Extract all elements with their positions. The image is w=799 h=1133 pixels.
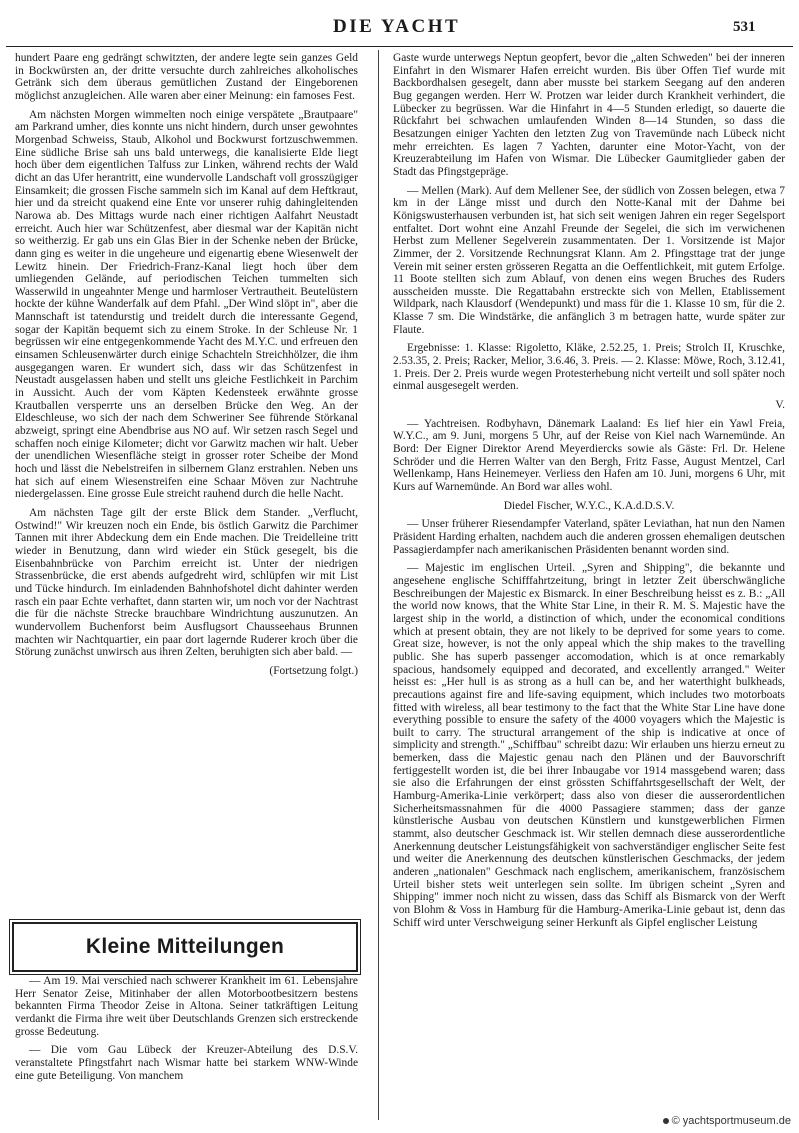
journal-title: DIE YACHT: [333, 16, 461, 37]
section-heading: Kleine Mitteilungen: [85, 935, 285, 958]
signature: V.: [775, 399, 785, 412]
copyright-icon: [663, 1118, 669, 1124]
watermark: [663, 1115, 791, 1127]
page-number: 531: [733, 19, 756, 35]
paragraph: — Majestic im englischen Urteil. „Syren and Shipping", die bekannte und angesehene englische Schifffahrtzeitung, bringt in letzter Zeit überschwängliche Beschreibungen der Majestic ex Bismarck. In einer Beschreibung heisst es z. B.: „All the world now knows, that the White Star Line, in their R. M. S. Majestic have the largest ship in the world, a distinction of which, under the economical conditions which at present obtain, they are not likely to be deprived for some years to come. Great size, however, is not the only appeal which the ship makes to the travelling public. She has superb passenger accomodation, which is at once remarkably spacious, handsomely equipped and decorated, and excellently arranged." Weiter heisst es: „Her hull is as strong as a hull can be, and her waterthight bulkheads, precautions against fire and life-saving equipment, which includes two motorboats fitted with wireless, all bear testimony to the fact that the White Star Line have done everything possible to ensure the safety of the 4000 voyagers which the Majestic is built to carry. The structural arrangement of the ship is indicative at once of simplicity and strength." „Schiffbau" schreibt dazu: Wir erlauben uns hierzu erneut zu bemerken, dass die Majestic genau nach den Plänen und der Bauvorschrift fertiggestellt worden ist, die bei ihrer Inbaugabe vor 1914 massgebend waren; dass sie also die Erfahrungen der einst grössten Schiffahrtsgesellschaft der Welt, der Hamburg-Amerika-Linie verkörpert; dass also von dieser die ausserordentlichen Sicherheitsmassnahmen für die 4000 Passagiere stammen; dass der ganze künstlerische Ausbau von deutschen Künstlern und kunstgewerblichen Firmen stammt, also deutscher Geschmack ist. Wir stellen demnach diese ausserordentliche Anerkennung deutscher Leistungsfähigkeit von sachverständiger englischer Seite fest und weiter die Anerkennung des deutschen künstlerischen Geschmacks, der jedem anderen „nationalen" Geschmack nach englischem, amerikanischem, französischem Urteil bisher stets weit unterlegen sein sollte. Im übrigen scheint „Syren and Shipping" immer noch nicht zu wissen, dass das Schiff als Bismarck von der Werft von Blohm & Voss in Hamburg für die Hamburg-Amerika-Linie gebaut ist, denn das Schiff wird unter Verschweigung seiner Herkunft als Gipfel englischer Leistung: [393, 562, 785, 929]
page-header: [0, 0, 799, 42]
paragraph: Gaste wurde unterwegs Neptun geopfert, bevor die „alten Schweden" bei der inneren Einfahrt in den Wismarer Hafen erreicht wurden. Bis über Offen Tief wurde mit Backbordhalsen gesegelt, dann aber musste bei starkem Seegang auf den anderen Bug gegangen werden. Herr W. Protzen war leider durch Krankheit verhindert, die Lübecker zu begrüssen. War die Hinfahrt in 4—5 Stunden erledigt, so dauerte die Rückfahrt bei schwachen umlaufenden Winden 8—14 Stunden, so dass die Besatzungen einiger Yachten den letzten Zug von Travemünde nach Lübeck nicht mehr erreichten. Es lagen 7 Yachten, darunter eine Motor-Yacht, von der Kreuzerabteilung im Hafen von Wismar. Die Lübecker Gaumitglieder gaben der Stadt das Pfingstgepräge.: [393, 52, 785, 178]
paragraph: — Yachtreisen. Rodbyhavn, Dänemark Laaland: Es lief hier ein Yawl Freia, W.Y.C., am 9. Juni, morgens 5 Uhr, auf der Reise von Kiel nach Warnemünde. An Bord: Der Eigner Direktor Arend Meyerdiercks sowie als Gäste: Frl. Dr. Helene Schröder und die Herren Walter van den Bergh, Fritz Fasse, August Mentzel, Carl Wellenkamp, Hans Heinemeyer. Verliess den Hafen am 10. Juni, morgens 6 Uhr, mit Kurs auf Warnemünde. An Bord war alles wohl.: [393, 417, 785, 493]
notes-column: [15, 975, 358, 1125]
paragraph: hundert Paare eng gedrängt schwitzten, der andere legte sein ganzes Geld in Bockwürsten an, der dritte versuchte durch zahlreiches alkoholisches Getränk sich dem überaus gemütlichen Zustand der Eingeborenen möglichst anzugleichen. Alle waren aber einer Meinung: ein famoses Fest.: [15, 52, 358, 102]
header-rule: [6, 46, 793, 47]
watermark-text: © yachtsportmuseum.de: [671, 1115, 791, 1127]
continuation-note: (Fortsetzung folgt.): [269, 664, 358, 677]
signature: Diedel Fischer, W.Y.C., K.A.d.D.S.V.: [503, 499, 675, 512]
note-paragraph: — Die vom Gau Lübeck der Kreuzer-Abteilung des D.S.V. veranstaltete Pfingstfahrt nach Wismar hatte bei starkem WNW-Winde eine gute Beteiligung. Von manchem: [15, 1044, 358, 1082]
section-heading-box: [12, 922, 358, 972]
column-divider: [378, 50, 379, 1120]
paragraph: — Unser früherer Riesendampfer Vaterland, später Leviathan, hat nun den Namen Präsident Harding erhalten, nachdem auch die anderen grossen ehemaligen deutschen Passagierdampfer nach amerikanischen Präsidenten benannt worden sind.: [393, 518, 785, 556]
left-column: [15, 52, 358, 922]
paragraph: Ergebnisse: 1. Klasse: Rigoletto, Kläke, 2.52.25, 1. Preis; Strolch II, Kruschke, 2.53.35, 2. Preis; Racker, Melior, 3.6.46, 3. Preis. — 2. Klasse: Möwe, Roch, 3.12.41, 1. Preis. Der 2. Preis wurde wegen Protesterhebung nicht verteilt und soll später noch einmal ausgesegelt werden.: [393, 342, 785, 393]
note-paragraph: — Am 19. Mai verschied nach schwerer Krankheit im 61. Lebensjahre Herr Senator Zeise, Mitinhaber der allen Motorbootbesitzern bestens bekannten Firma Theodor Zeise in Altona. Seiner tatkräftigen Leitung verdankt die Firma ihre weit über Deutschlands Grenzen sich erstreckende grosse Bedeutung.: [15, 975, 358, 1038]
paragraph: Am nächsten Morgen wimmelten noch einige verspätete „Brautpaare" am Parkrand umher, dies konnte uns nicht hindern, durch unser gewohntes Morgenbad Schweiss, Staub, Alkohol und Bockwurst fortzuschwemmen. Eine südliche Brise sah uns bald unterwegs, die kanalisierte Elde liegt hoch über dem eigentlichen Talfuss zur Linken, während rechts der Wald dicht an das Ufer herantritt, eine wundervolle Landschaft voll grosszügiger Einsamkeit; die grossen Fische sammeln sich im Kanal auf dem Heftkraut, hier und da streicht quakend eine Ente vor unserer ruhig dahingleitenden Narowa ab. Des Mittags wurde nach einer richtigen Aalfahrt Neustadt erreicht. Auch hier war Schützenfest, aber diesmal war der Kapitän nicht so weitherzig. Er gab uns ein Glas Bier in der Schenke neben der Brücke, dann ging es weiter in die ungeheure und eigenartig ebene Wiesenwelt der Lewitz hinein. Der Friedrich-Franz-Kanal liegt hoch über dem umliegenden Gelände, auf periodischen Teichen tummelten sich Wasserwild in ungeahnter Menge und harmloser Vertrautheit. Beutelüstern hockte der kühne Wanderfalk auf dem Pfahl. „Der Wind slöpt in", aber die Mannschaft ist tatendurstig und treidelt durch die interessante Gegend, sogar der Kapitän bequemt sich zu einem Stroke. In der Schleuse Nr. 1 begrüssen wir eine entgegenkommende Yacht des M.Y.C. und erfreuen den einsamen Schleusenwärter durch einige Schachteln Streichhölzer, die ihm ausgegangen waren. Er wundert sich, dass wir das Schützenfest in Neustadt ausgelassen haben und stellt uns gleiche Festlichkeit in Parchim in Aussicht. Auch der vom Käpten Kedensteek erwähnte grosse Krautballen versperrte uns an derselben Brücke den Weg. An der Eldeschleuse, wo sich der nach dem Schweriner See führende Störkanal abzweigt, springt eine Abendbrise aus NO auf. Wir setzen rasch Segel und schaffen noch einige Kilometer; dicht vor Garwitz machen wir halt. Ueber der unendlichen Wiesenfläche steigt in grosser roter Scheibe der Mond hoch und lässt die Nebelstreifen in silbernem Glanz erstrahlen. Neben uns hat sich auf einem Wiesenstreifen eine Schaar Möven zur Nachtruhe niedergelassen. Eine grosse Eule streicht rauhend durch die helle Nacht.: [15, 108, 358, 501]
right-column: [393, 52, 785, 1112]
paragraph: — Mellen (Mark). Auf dem Mellener See, der südlich von Zossen belegen, etwa 7 km in der Länge misst und durch den Notte-Kanal mit der Dahme bei Königswusterhausen verbunden ist, hat sich seit wenigen Jahren ein reger Segelsport entfaltet. Dort wohnt eine Anzahl Freunde der Segelei, die sich im verwichenen Herbst zum Mellener Segelverein zusammentaten. Der 1. Vorsitzende ist Major Zimmer, der 2. Vorsitzende Rechnungsrat Klann. Am 2. Pfingsttage trat der junge Verein mit seiner ersten grösseren Regatta an die Oeffentlichkeit, mit gutem Erfolge. 11 Boote stellten sich zum Ablauf, von denen eins wegen Bruches des Ruders ausscheiden musste. Die Regattabahn erstreckte sich von Mellen, Etablissement Wildpark, nach Klausdorf (Wendepunkt) und mass für die 1. Klasse 10 sm, für die 2. Klasse 7 sm. Die Windstärke, die anfänglich 3 m betragen hatte, wurde später zur Flaute.: [393, 184, 785, 336]
paragraph: Am nächsten Tage gilt der erste Blick dem Stander. „Verflucht, Ostwind!" Wir kreuzen noch ein Ende, bis östlich Garwitz die Parchimer Tannen mit ihrer Abdeckung dem ein Ende machen. Die Treidelleine tritt wieder in Benutzung, dann wird wieder ein Stück gesegelt, bis die Eisenbahnbrücke von Parchim erreicht ist. Unter der niedrigen Strassenbrücke, die erst abends aufgedreht wird, schlüpfen wir mit List und Tücke hindurch. Im einladenden Bahnhofshotel dicht dahinter werden rasch ein paar Echte verhaftet, dann starten wir, um noch vor der Nachtrast die für die nächste Strecke brauchbare Windrichtung auszunutzen. An wundervollem Buchenforst beim Ausflugsort Chausseehaus Brunnen machten wir Nachtquartier, ein paar dort lagernde Ruderer kroch über die Störung zunächst unwirsch aus ihren Zelten, beruhigten sich aber bald. —: [15, 506, 358, 659]
